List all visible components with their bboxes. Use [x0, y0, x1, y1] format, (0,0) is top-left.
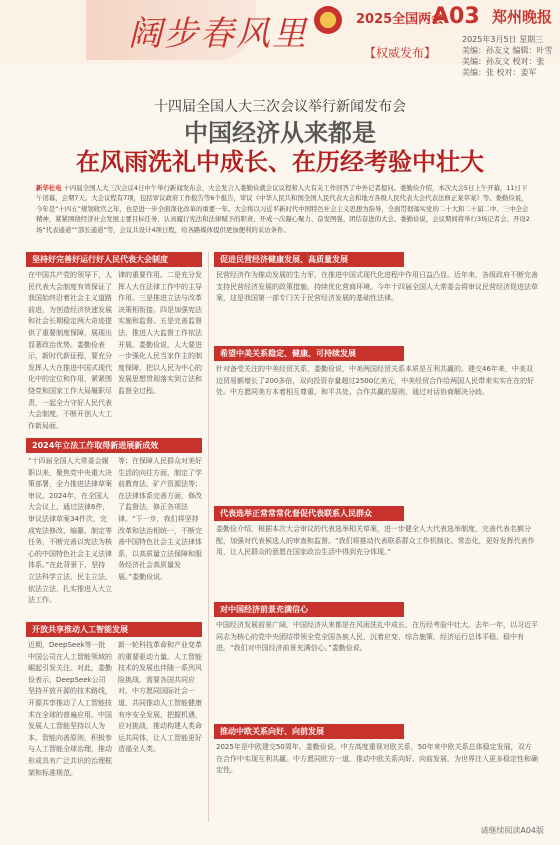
section-header-economy-outlook: 对中国经济前景充满信心	[214, 602, 404, 617]
lead-text: 十四届全国人大三次会议4日中午举行新闻发布会，大会发言人娄勤俭就会议议程和人大有关工作回答了中外记者提问。娄勤俭介绍，本次大会5日上午开幕，11日下午闭幕，会期7天。大会议程有7项，包括审议政府工作报告等6个报告，审议《中华人民共和国全国人民代表大会和地方各级人民代表大会代表法修正案草案》等。娄勤俭说，今年是“十四五”规划收官之年，也是进一步全面深化改革的重要一年。大会将以习近平新时代中国特色社会主义思想为指导，全面贯彻落实党的二十大和二十届二中、三中全会精神，紧紧围绕经济社会发展主要目标任务，认真履行宪法和法律赋予的职责，开成一次凝心聚力、奋发图强、团结奋进的大会。娄勤俭说，会议期间将举行3场记者会、开设2场“代表通道”“部长通道”等，会议共设计4项日程，给各路媒体提供更加便利的采访条件。	[36, 184, 530, 234]
column-text: 中国经济发展前景广阔，中国经济从来都是在风雨洗礼中成长、在历经考验中壮大。去年一年，以习近平同志为核心的党中央团结带领全党全国各族人民，沉着应变、综合施策，经济运行总体平稳、稳中有进。“我们对中国经济前景充满信心。”娄勤俭说。	[216, 621, 538, 653]
designer-credit: 美编：孙友文 校对：张	[462, 57, 545, 66]
section-header-legislation: 2024年立法工作取得新进展新成效	[26, 438, 202, 453]
editor-credit: 美编：孙友文 编辑：叶雪	[462, 46, 553, 55]
masthead	[0, 0, 560, 77]
column-text: 新一轮科技革命和产业变革的重要驱动力量。人工智能技术的发展也伴随一系列风险挑战，需要各国共同应对。中方愿同国际社会一道，共同推动人工智能健康有序安全发展，把握机遇，应对挑战，推动构建人类命运共同体，让人工智能更好造福全人类。	[118, 641, 202, 754]
continued-note: 请继续阅读A04版	[480, 826, 544, 835]
column-text: 近期，DeepSeek等一批中国公司在人工智能领域的崛起引发关注。对此，娄勤俭表示，DeepSeek公司坚持开放开源的技术路线，开源共享推动了人工智能技术在全球的普遍应用。中国发展人工智能坚持以人为本、智能向善原则，积极参与人工智能全球治理，推动形成具有广泛共识的治理框架和标准规范。	[28, 641, 112, 777]
column-divider	[208, 252, 209, 822]
column-title: 阔步春风里	[128, 14, 308, 54]
session-label: 2025全国两会	[356, 12, 445, 27]
page-number: A03	[432, 4, 480, 29]
column-text: 针对备受关注的中美经贸关系，娄勤俭说，中美两国经贸关系本质是互利共赢的。建交46年来，中美双边贸易额增长了200多倍，双向投资存量超过2500亿美元，中美经贸合作给两国人民带来实实在在的好处。中方愿同美方本着相互尊重、和平共处、合作共赢的原则，通过对话协商解决分歧。	[216, 365, 535, 397]
section-header-china-eu: 推动中欧关系向好、向前发展	[214, 724, 404, 739]
section-header-deputies: 代表选举正常常常化督促代表联系人民群众	[214, 506, 404, 521]
column-tag: 【权威发布】	[364, 46, 437, 60]
headline-line1: 中国经济从来都是	[184, 118, 376, 147]
column-text: “十四届全国人大常委会履职以来，聚焦党中央重大决策部署，全力推进法律草案审议。2024年，在全国人大会议上，通过法律6件，审议法律草案34件次，完成宪法修改、编纂、制定等任务，不断完善以宪法为核心的中国特色社会主义法律体系。”在此背景下，坚持立法科学立法、民主立法、依法立法，扎实推进人大立法工作。	[28, 457, 112, 605]
section-header-ai: 开放共享推动人工智能发展	[26, 622, 202, 637]
column-text: 等；在保障人民群众对美好生活的向往方面，制定了学前教育法、矿产资源法等；在法律体系完善方面，修改了监督法，修正各项法律。“下一步，我们将坚持改革和法治相统一，不断完善中国特色社会主义法律体系，以高质量立法保障和服务经济社会高质量发展。”娄勤俭说。	[118, 457, 202, 581]
page-meta	[462, 34, 553, 78]
article-subtitle: 十四届全国人大三次会议举行新闻发布会	[154, 99, 406, 115]
newspaper-logo: 郑州晚报	[492, 8, 553, 26]
column-text: 2025年是中欧建交50周年。娄勤俭说，中方高度重视对欧关系，50年来中欧关系总体稳定发展，双方在合作中实现互利共赢。中方愿同欧方一道，推动中欧关系向好、向前发展，为世界注入更多稳定性和确定性。	[216, 743, 538, 775]
section-header-people-congress: 坚持好完善好运行好人民代表大会制度	[26, 252, 202, 267]
lead-source: 新华社电	[36, 184, 62, 192]
section-header-private-economy: 促进民营经济健康发展、高质量发展	[214, 252, 404, 267]
proof-credit: 美编：张 校对：姜军	[462, 68, 537, 77]
national-emblem-icon	[314, 6, 342, 34]
column-text: 律的重要作用。二是充分发挥人大在法律工作中的主导作用。三是推进立法与改革决策相衔接。四是加强宪法实施和监督。五是完善监督法，推进人大监督工作依法开展。娄勤俭说，人大要进一步强化人民当家作主的制度保障，把以人民为中心的发展思想贯彻落实到立法和监督全过程。	[118, 271, 202, 395]
column-text: 民营经济作为推动发展的生力军，在推进中国式现代化进程中作用日益凸显。近年来，各级政府不断完善支持民营经济发展的政策措施，持续优化营商环境。今年十四届全国人大常委会将审议民营经济促进法草案，这是我国第一部专门关于民营经济发展的基础性法律。	[216, 271, 538, 303]
section-header-china-us: 希望中美关系稳定、健康、可持续发展	[214, 346, 404, 361]
column-text: 在中国共产党的领导下，人民代表大会制度有效保证了我国始终沿着社会主义道路前进，为创造经济快速发展和社会长期稳定两大奇迹提供了重要制度保障，展现出显著政治优势。娄勤俭表示，新时代新征程，要充分发挥人大在推进中国式现代化中的定位和作用，紧紧围绕党和国家工作大局履职尽责，一起全力守好人民代表大会制度，不断开创人大工作新局面。	[28, 271, 112, 430]
headline-line2: 在风雨洗礼中成长、在历经考验中壮大	[76, 147, 484, 176]
column-text: 娄勤俭介绍，根据本次大会审议的代表选举相关草案，进一步健全人大代表选举制度，完善代表名额分配，加强对代表候选人的审查和监督。“我们将推动代表联系群众工作机制化、常态化，更好发挥代表作用，让人民群众的意愿在国家政治生活中得到充分体现。”	[216, 525, 535, 557]
issue-date: 2025年3月5日 星期三	[462, 35, 544, 44]
lead-paragraph	[36, 183, 530, 235]
